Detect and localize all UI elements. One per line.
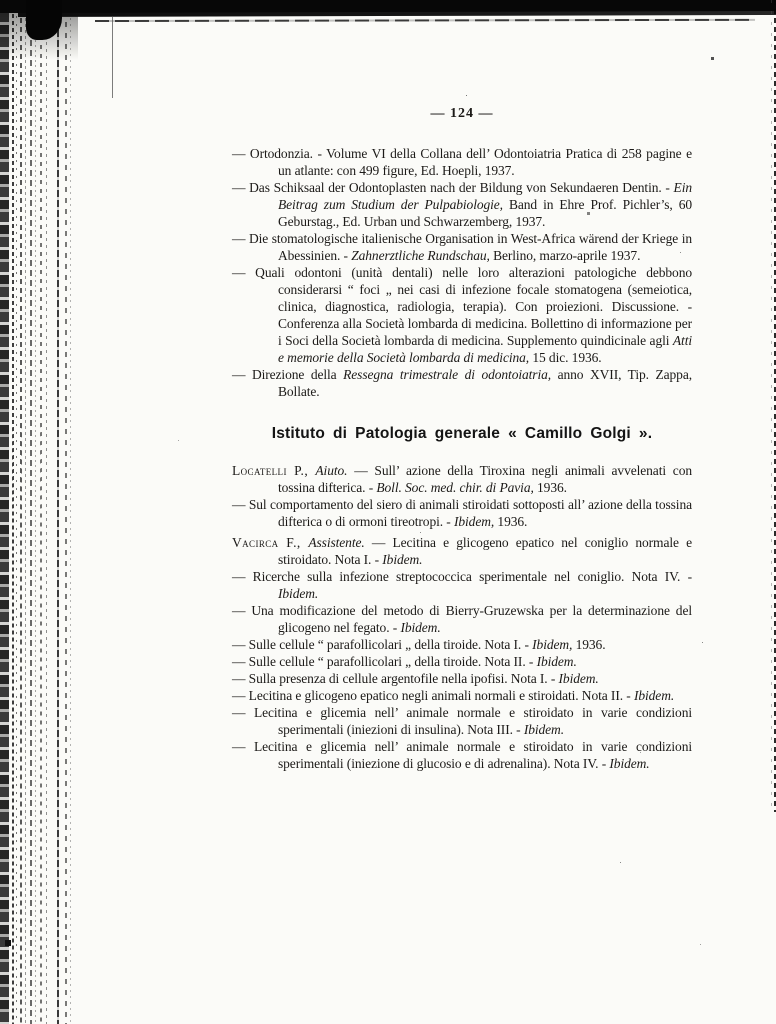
bibliography-entry: [232, 602, 692, 636]
bibliography-entry: [232, 366, 692, 400]
entry-text-segment: — Lecitina e glicogeno epatico negli animali normali e stiroidati. Nota II. -: [232, 688, 634, 703]
bibliography-entry: [232, 496, 692, 530]
entry-text-segment: Aiuto.: [315, 463, 348, 478]
bibliography-entry: [232, 653, 692, 670]
entry-text-segment: — Lecitina e glicogeno epatico nel coniglio normale e stiroidato. Nota I. -: [278, 535, 692, 567]
bibliography-entry: [232, 230, 692, 264]
entry-text-segment: 15 dic. 1936.: [529, 350, 602, 365]
entry-text-segment: — Sul comportamento del siero di animali stiroidati sottoposti all’ azione della tossina difterica o di ormoni tireotropi. -: [232, 497, 692, 529]
entry-text-segment: — Ricerche sulla infezione streptococcica sperimentale nel coniglio. Nota IV. -: [232, 569, 692, 584]
bibliography-section-odontoiatria: [232, 145, 692, 400]
scan-top-black-band: [0, 0, 776, 13]
scan-dust-specks: [0, 0, 1, 1]
scan-corner-blob: [26, 0, 62, 40]
entry-text-segment: Ibidem.: [558, 671, 599, 686]
entry-text-segment: Ibidem.: [633, 688, 675, 703]
entry-text-segment: — Una modificazione del metodo di Bierry-Gruzewska per la determinazione del glicogeno nel fegato. -: [232, 603, 692, 635]
scan-top-left-shading: [0, 0, 78, 60]
scan-spine-line: [57, 20, 59, 1024]
entry-text-segment: Berlino, marzo-aprile 1937.: [489, 248, 641, 263]
entry-text-segment: — Ortodonzia. - Volume VI della Collana dell’ Odontoiatria Pratica di 258 pagine e un atlante: con 499 figure, Ed. Hoepli, 1937.: [232, 146, 692, 178]
bibliography-entry: [232, 704, 692, 738]
entry-text-segment: — Sulle cellule “ parafollicolari „ della tiroide. Nota I. -: [232, 637, 533, 652]
entry-text-segment: Zahnerztliche Rundschau,: [351, 248, 490, 263]
entry-text-segment: — Sulle cellule “ parafollicolari „ della tiroide. Nota II. -: [232, 654, 537, 669]
page-number: — 124 —: [430, 106, 494, 121]
bibliography-entry: [232, 636, 692, 653]
entry-text-segment: Ibidem.: [278, 586, 319, 601]
entry-text-segment: — Lecitina e glicemia nell’ animale normale e stiroidato in varie condizioni sperimentali (iniezione di glucosio e di adrenalina). Nota IV. -: [232, 739, 692, 771]
entry-text-segment: Ibidem.: [536, 654, 577, 669]
entry-text-segment: — Direzione della: [232, 367, 344, 382]
scan-left-page-edges-texture: [0, 0, 78, 1024]
scan-top-edge-line: [18, 11, 776, 17]
entry-text-segment: Ibidem.: [382, 552, 423, 567]
scan-left-dark-strip: [0, 0, 9, 1024]
entry-text-segment: — Quali odontoni (unità dentali) nelle loro alterazioni patologiche debbono considerarsi “ foci „ nei casi di infezione focale stomatogena (semeiotica, clinica, diagnostica, radiologia, terapia). Con proiezioni. Discussione. - Conferenza alla Società lombarda di medicina. Bollettino di informazione per i Soci della Società lombarda di medicina. Supplemento quindicinale agli: [232, 265, 692, 348]
entry-text-segment: Ibidem,: [453, 514, 495, 529]
entry-text-segment: Band in Ehre Prof. Pichler’s, 60 Geburstag., Ed. Urban und Schwarzemberg, 1937.: [278, 197, 692, 229]
entry-text-segment: Vacirca F.,: [232, 535, 309, 550]
scan-crease-line: [112, 16, 113, 98]
entry-text-segment: Ressegna trimestrale di odontoiatria,: [343, 367, 552, 382]
bibliography-entry: [232, 462, 692, 496]
text-column: [232, 106, 692, 772]
entry-text-segment: — Sull’ azione della Tiroxina negli animali avvelenati con tossina difterica. -: [278, 463, 692, 495]
entry-text-segment: 1936.: [572, 637, 606, 652]
bibliography-entry: [232, 145, 692, 179]
entry-text-segment: Ibidem.: [609, 756, 650, 771]
entry-text-segment: 1936.: [533, 480, 567, 495]
bibliography-entry: [232, 738, 692, 772]
bibliography-entry: [232, 264, 692, 366]
entry-text-segment: Ibidem.: [523, 722, 564, 737]
section-heading-istituto-patologia: Istituto di Patologia generale « Camillo Golgi ».: [271, 425, 653, 442]
bibliography-entry: [232, 670, 692, 687]
entry-text-segment: — Das Schiksaal der Odontoplasten nach der Bildung von Sekundaeren Dentin. -: [232, 180, 674, 195]
entry-text-segment: Ibidem,: [532, 637, 573, 652]
scan-ink-dot: [5, 940, 11, 946]
entry-text-segment: — Die stomatologische italienische Organisation in West-Africa wärend der Kriege in Abessinien. -: [232, 231, 692, 263]
entry-text-segment: Ein Beitrag zum Studium der Pulpabiologie,: [278, 180, 692, 212]
entry-text-segment: — Sulla presenza di cellule argentofile nella ipofisi. Nota I. -: [232, 671, 559, 686]
entry-text-segment: — Lecitina e glicemia nell’ animale normale e stiroidato in varie condizioni sperimentali (iniezioni di insulina). Nota III. -: [232, 705, 692, 737]
bibliography-entry: [232, 568, 692, 602]
entry-text-segment: Ibidem.: [400, 620, 441, 635]
entry-text-segment: Locatelli P.,: [232, 463, 316, 478]
entry-text-segment: Atti e memorie della Società lombarda di medicina,: [278, 333, 692, 365]
bibliography-section-patologia-generale: [232, 462, 692, 772]
bibliography-entry: [232, 687, 692, 704]
entry-text-segment: anno XVII, Tip. Zappa, Bollate.: [278, 367, 692, 399]
entry-text-segment: 1936.: [494, 514, 528, 529]
bibliography-entry: [232, 534, 692, 568]
scan-right-page-edge: [771, 0, 776, 812]
entry-text-segment: Boll. Soc. med. chir. di Pavia,: [376, 480, 534, 495]
entry-text-segment: Assistente.: [308, 535, 365, 550]
scan-top-edge-line-secondary: [95, 19, 755, 22]
bibliography-entry: [232, 179, 692, 230]
